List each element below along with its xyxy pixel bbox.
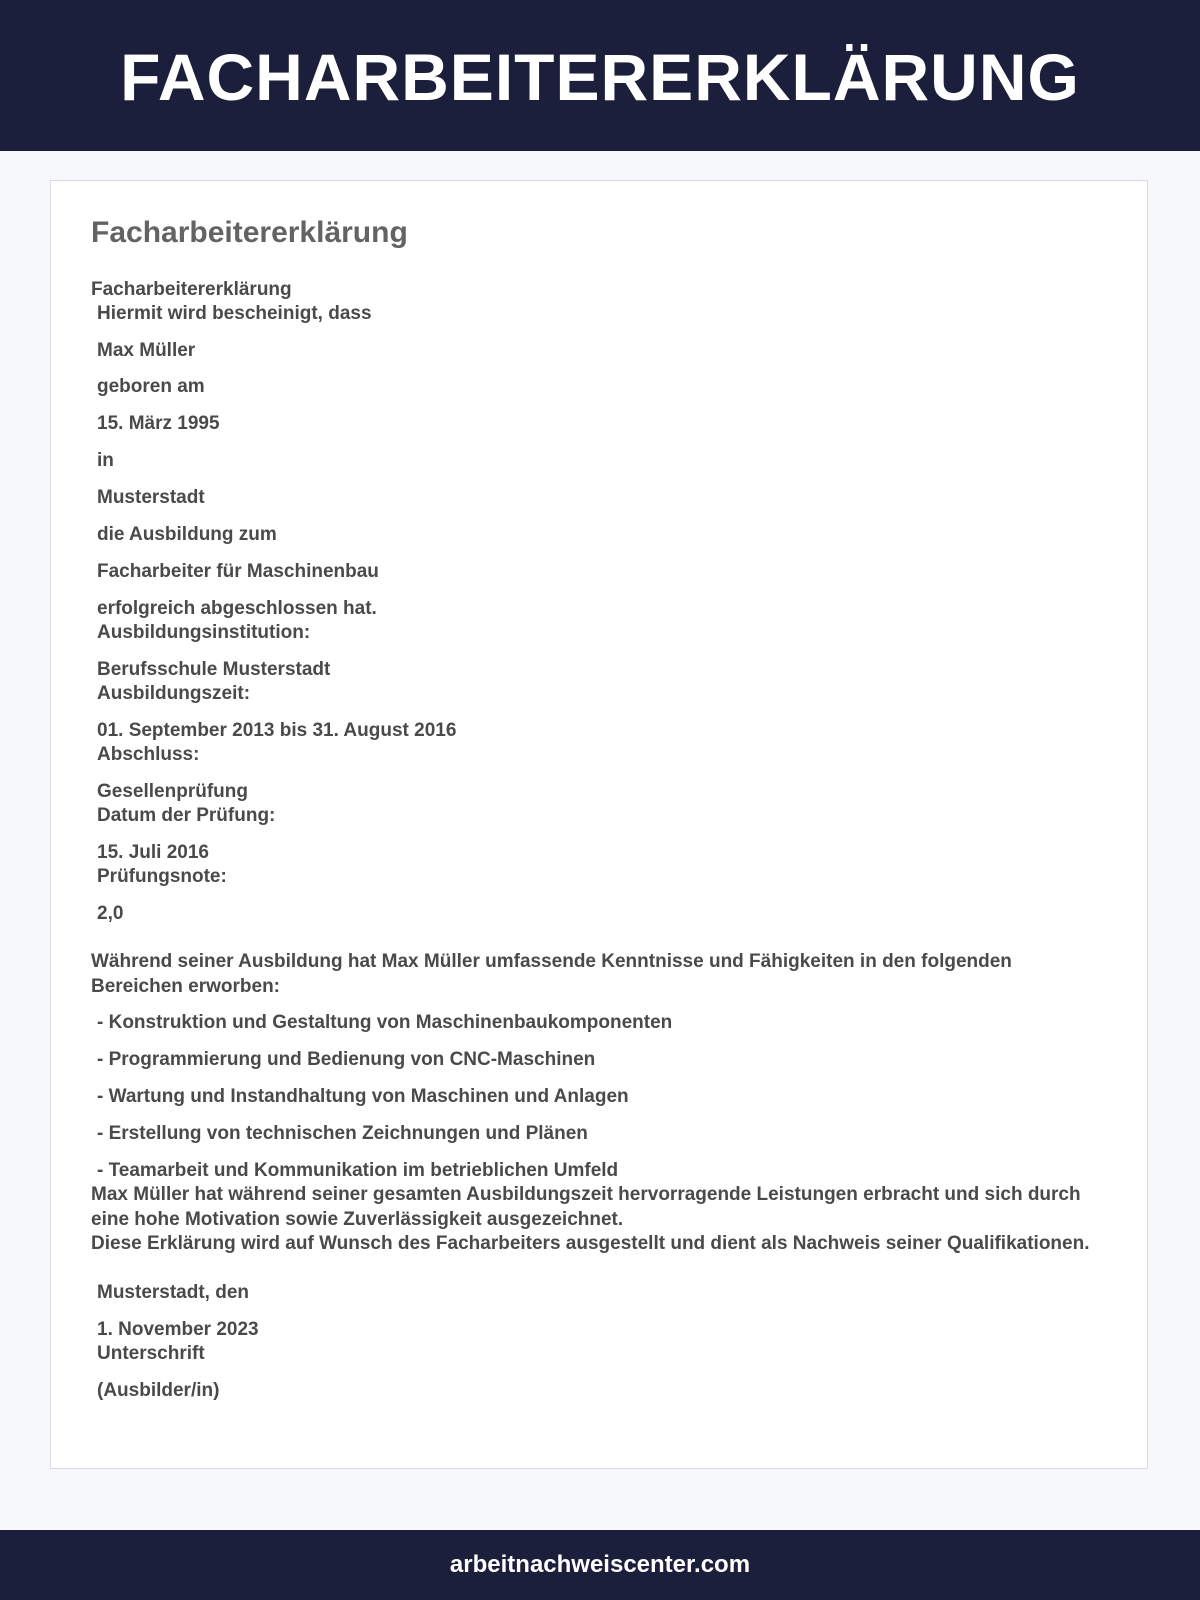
person-name: Max Müller (97, 340, 196, 361)
header-banner (0, 0, 1200, 151)
institution-label: Ausbildungsinstitution: (97, 622, 311, 643)
profession: Facharbeiter für Maschinenbau (97, 561, 379, 582)
skill-item: - Erstellung von technischen Zeichnungen und Plänen (97, 1123, 588, 1144)
footer-bar (0, 1530, 1200, 1600)
degree-value: Gesellenprüfung (97, 781, 248, 802)
exam-date-label: Datum der Prüfung: (97, 805, 276, 826)
period-value: 01. September 2013 bis 31. August 2016 (97, 720, 457, 741)
intro-text: Hiermit wird bescheinigt, dass (97, 303, 372, 324)
signature-role: (Ausbilder/in) (97, 1380, 220, 1401)
skills-intro: Während seiner Ausbildung hat Max Müller umfassende Kenntnisse und Fähigkeiten in den folgenden Bereichen erworben: (91, 951, 1012, 997)
period-label: Ausbildungszeit: (97, 683, 251, 704)
in-label: in (97, 450, 114, 471)
birth-place: Musterstadt (97, 487, 205, 508)
institution-value: Berufsschule Musterstadt (97, 659, 331, 680)
training-label: die Ausbildung zum (97, 524, 277, 545)
signature-label: Unterschrift (97, 1343, 205, 1364)
skill-item: - Wartung und Instandhaltung von Maschinen und Anlagen (97, 1086, 629, 1107)
born-label: geboren am (97, 376, 205, 397)
skill-item: - Programmierung und Bedienung von CNC-Maschinen (97, 1049, 596, 1070)
document-subheading: Facharbeitererklärung (91, 279, 292, 300)
degree-label: Abschluss: (97, 744, 200, 765)
completed-text: erfolgreich abgeschlossen hat. (97, 598, 377, 619)
skill-item: - Teamarbeit und Kommunikation im betrieblichen Umfeld (97, 1160, 619, 1181)
document-card (50, 180, 1148, 1469)
skill-item: - Konstruktion und Gestaltung von Maschinenbaukomponenten (97, 1012, 673, 1033)
place-date-label: Musterstadt, den (97, 1282, 250, 1303)
performance-text: Max Müller hat während seiner gesamten Ausbildungszeit hervorragende Leistungen erbracht und sich durch eine hohe Motivation sowie Zuverlässigkeit ausgezeichnet. (91, 1184, 1081, 1230)
grade-label: Prüfungsnote: (97, 866, 227, 887)
birth-date: 15. März 1995 (97, 413, 220, 434)
issue-date: 1. November 2023 (97, 1319, 259, 1340)
footer-site: arbeitnachweiscenter.com (449, 1551, 751, 1578)
purpose-text: Diese Erklärung wird auf Wunsch des Facharbeiters ausgestellt und dient als Nachweis seiner Qualifikationen. (91, 1233, 1090, 1254)
exam-date-value: 15. Juli 2016 (97, 842, 209, 863)
grade-value: 2,0 (97, 903, 124, 924)
banner-title: FACHARBEITERERKLÄRUNG (120, 39, 1080, 114)
document-heading: Facharbeitererklärung (91, 216, 408, 249)
